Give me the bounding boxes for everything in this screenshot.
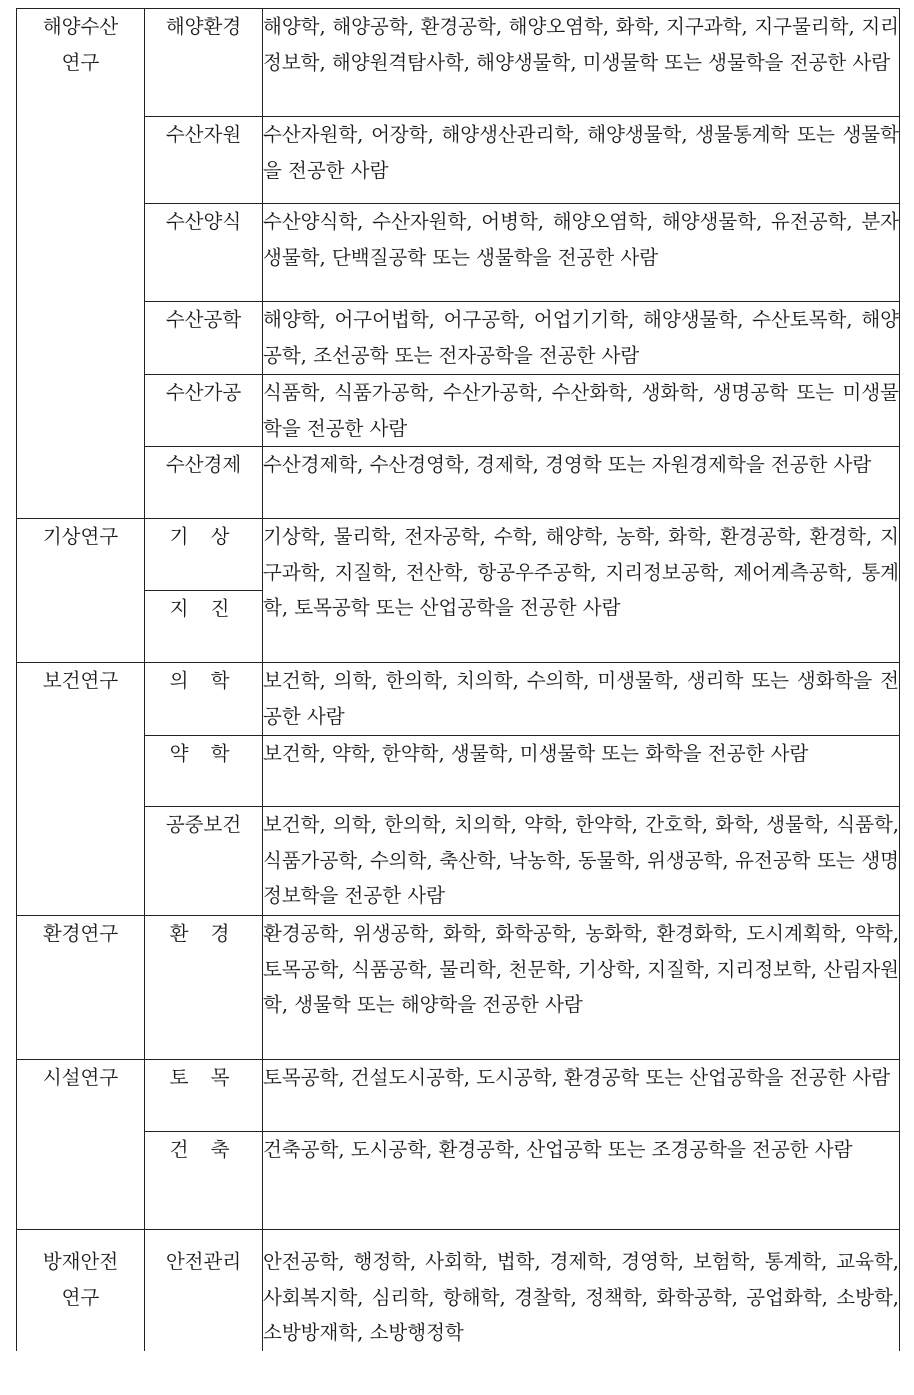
category-label: 기상연구 [42, 525, 119, 549]
table-row [17, 1230, 900, 1351]
table-row [17, 663, 900, 736]
field-safety-management: 안전관리 [145, 1230, 263, 1351]
field-requirement: 건축공학, 도시공학, 환경공학, 산업공학 또는 조경공학을 전공한 사람 [263, 1132, 900, 1230]
category-disaster-safety [17, 1230, 145, 1351]
category-marine-fisheries [17, 9, 145, 519]
table-row [17, 916, 900, 1060]
field-label: 의 학 [169, 669, 238, 693]
field-requirement: 수산경제학, 수산경영학, 경제학, 경영학 또는 자원경제학을 전공한 사람 [263, 447, 900, 519]
field-requirement: 수산양식학, 수산자원학, 어병학, 해양오염학, 해양생물학, 유전공학, 분자생물학, 단백질공학 또는 생물학을 전공한 사람 [263, 204, 900, 302]
field-label: 토 목 [169, 1066, 238, 1090]
field-requirement: 보건학, 의학, 한의학, 치의학, 수의학, 미생물학, 생리학 또는 생화학을 전공한 사람 [263, 663, 900, 736]
category-label: 방재안전 연구 [42, 1250, 119, 1309]
table-row [17, 1060, 900, 1132]
field-environment [145, 916, 263, 1060]
table-row [17, 117, 900, 204]
category-label: 환경연구 [42, 922, 119, 946]
field-label: 지 진 [169, 597, 238, 621]
field-fisheries-economics: 수산경제 [145, 447, 263, 519]
qualification-table [16, 8, 900, 1351]
category-facilities [17, 1060, 145, 1230]
table-row [17, 302, 900, 375]
field-fisheries-resources: 수산자원 [145, 117, 263, 204]
table-row [17, 736, 900, 807]
field-label: 기 상 [169, 525, 238, 549]
field-requirement: 환경공학, 위생공학, 화학, 화학공학, 농화학, 환경화학, 도시계획학, 약학, 토목공학, 식품공학, 물리학, 천문학, 기상학, 지질학, 지리정보학, 산림자원학, 생물학 또는 해양학을 전공한 사람 [263, 916, 900, 1060]
field-earthquake [145, 591, 263, 663]
field-requirement: 기상학, 물리학, 전자공학, 수학, 해양학, 농학, 화학, 환경공학, 환경학, 지구과학, 지질학, 전산학, 항공우주공학, 지리정보공학, 제어계측공학, 통계학, 토목공학 또는 산업공학을 전공한 사람 [263, 519, 900, 663]
field-weather [145, 519, 263, 591]
field-requirement: 해양학, 해양공학, 환경공학, 해양오염학, 화학, 지구과학, 지구물리학, 지리정보학, 해양원격탐사학, 해양생물학, 미생물학 또는 생물학을 전공한 사람 [263, 9, 900, 117]
field-requirement: 보건학, 의학, 한의학, 치의학, 약학, 한약학, 간호학, 화학, 생물학, 식품학, 식품가공학, 수의학, 축산학, 낙농학, 동물학, 위생공학, 유전공학 또는 생명정보학을 전공한 사람 [263, 807, 900, 916]
field-requirement: 해양학, 어구어법학, 어구공학, 어업기기학, 해양생물학, 수산토목학, 해양공학, 조선공학 또는 전자공학을 전공한 사람 [263, 302, 900, 375]
field-label: 환 경 [169, 922, 238, 946]
field-label: 건 축 [169, 1138, 238, 1162]
table-row [17, 9, 900, 117]
field-fisheries-processing: 수산가공 [145, 375, 263, 447]
field-marine-environment: 해양환경 [145, 9, 263, 117]
field-requirement: 안전공학, 행정학, 사회학, 법학, 경제학, 경영학, 보험학, 통계학, 교육학, 사회복지학, 심리학, 항해학, 경찰학, 정책학, 화학공학, 공업화학, 소방학, 소방방재학, 소방행정학 [263, 1230, 900, 1351]
table-row [17, 447, 900, 519]
table-row [17, 807, 900, 916]
table-row [17, 1132, 900, 1230]
category-meteorology [17, 519, 145, 663]
category-health [17, 663, 145, 916]
field-requirement: 보건학, 약학, 한약학, 생물학, 미생물학 또는 화학을 전공한 사람 [263, 736, 900, 807]
field-requirement: 수산자원학, 어장학, 해양생산관리학, 해양생물학, 생물통계학 또는 생물학을 전공한 사람 [263, 117, 900, 204]
category-label: 시설연구 [42, 1066, 119, 1090]
category-label: 보건연구 [42, 669, 119, 693]
field-requirement: 식품학, 식품가공학, 수산가공학, 수산화학, 생화학, 생명공학 또는 미생물학을 전공한 사람 [263, 375, 900, 447]
field-requirement: 토목공학, 건설도시공학, 도시공학, 환경공학 또는 산업공학을 전공한 사람 [263, 1060, 900, 1132]
category-environment [17, 916, 145, 1060]
field-fisheries-engineering: 수산공학 [145, 302, 263, 375]
field-label: 약 학 [169, 742, 238, 766]
table-row [17, 204, 900, 302]
field-medicine [145, 663, 263, 736]
category-label: 해양수산 연구 [42, 15, 119, 74]
field-public-health: 공중보건 [145, 807, 263, 916]
field-aquaculture: 수산양식 [145, 204, 263, 302]
field-architecture [145, 1132, 263, 1230]
field-civil-engineering [145, 1060, 263, 1132]
table-row [17, 375, 900, 447]
field-pharmacy [145, 736, 263, 807]
table-row [17, 519, 900, 591]
